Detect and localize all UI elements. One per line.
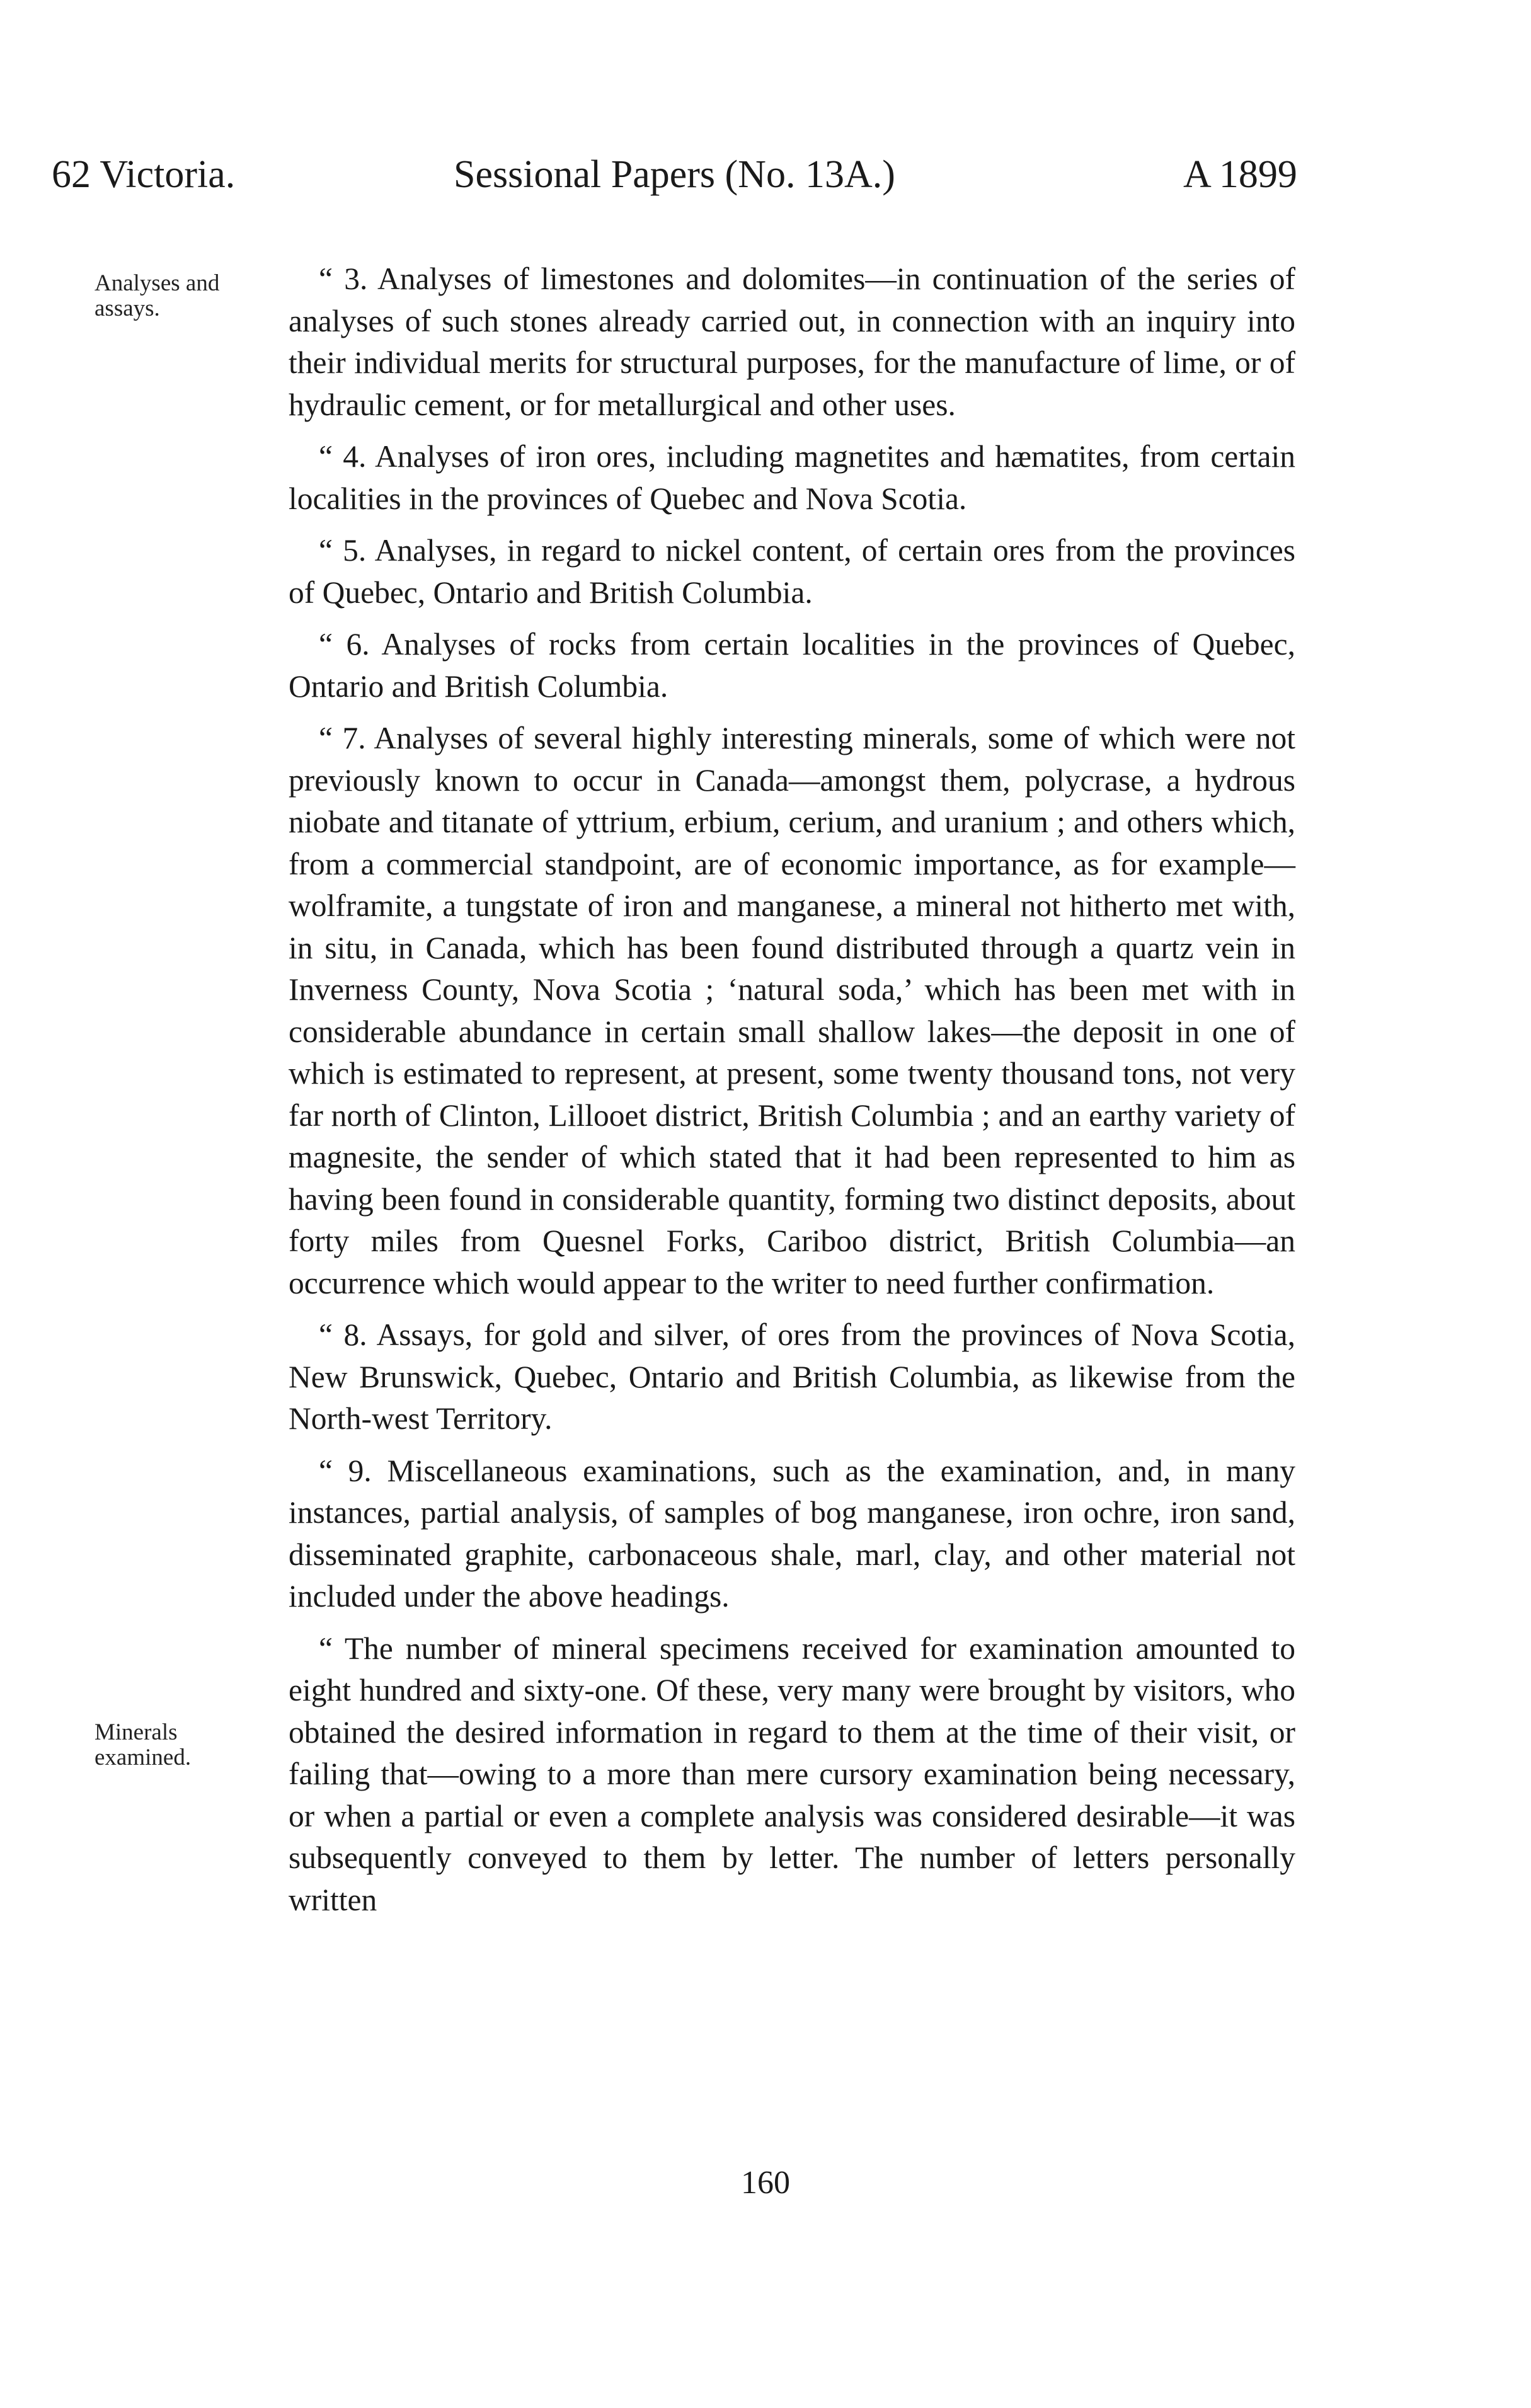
paragraph-minerals-count: “ The number of mineral specimens received for examination amounted to eight hundred and sixty-one. Of these, very many were brought by visitors, who obtained the desired information in regard to them at the time of their visit, or failing that—owing to a more than mere cursory examination being necessary, or when a partial or even a complete analysis was considered desirable—it was subsequently conveyed to them by letter. The number of letters personally written [289, 1631, 1295, 1917]
page-number: 160 [741, 2165, 790, 2201]
margin-note-minerals: Minerals examined. [95, 1719, 192, 1770]
running-head-title: Sessional Papers (No. 13A.) [454, 153, 895, 196]
margin-note-analyses: Analyses and assays. [95, 270, 220, 321]
paragraph-item-7: “ 7. Analyses of several highly interesting minerals, some of which were not previously known to occur in Canada—amongst them, polycrase, a hydrous niobate and titanate of yttrium, erbium, cerium, and uranium ; and others which, from a commercial standpoint, are of economic importance, as for example—wolframite, a tungstate of iron and manganese, a mineral not hitherto met with, in situ, in Canada, which has been found distributed through a quartz vein in Inverness County, Nova Scotia ; ‘natural soda,’ which has been met with in considerable abundance in certain small shallow lakes—the deposit in one of which is estimated to represent, at present, some twenty thousand tons, not very far north of Clinton, Lillooet district, British Columbia ; and an earthy variety of magnesite, the sender of which stated that it had been represented to him as having been found in considerable quantity, forming two distinct deposits, about forty miles from Quesnel Forks, Cariboo district, British Columbia—an occurrence which would appear to the writer to need further confirmation. [289, 721, 1295, 1300]
paragraph-item-9: “ 9. Miscellaneous examinations, such as the examination, and, in many instances, partial analysis, of samples of bog manganese, iron ochre, iron sand, disseminated graphite, carbonaceous shale, marl, clay, and other material not included under the above headings. [289, 1453, 1295, 1614]
running-head-left: 62 Victoria. [52, 153, 236, 196]
running-head-right: A 1899 [1183, 153, 1297, 196]
paragraph-item-5: “ 5. Analyses, in regard to nickel content, of certain ores from the provinces of Quebec, Ontario and British Columbia. [289, 533, 1295, 610]
paragraph-item-8: “ 8. Assays, for gold and silver, of ores from the provinces of Nova Scotia, New Brunswick, Quebec, Ontario and British Columbia, as likewise from the North-west Territory. [289, 1317, 1295, 1436]
body-text [289, 258, 1295, 1931]
running-head [0, 146, 1531, 203]
paragraph-item-3: “ 3. Analyses of limestones and dolomites—in continuation of the series of analyses of such stones already carried out, in connection with an inquiry into their individual merits for structural purposes, for the manufacture of lime, or of hydraulic cement, or for metallurgical and other uses. [289, 261, 1295, 422]
paragraph-item-4: “ 4. Analyses of iron ores, including magnetites and hæmatites, from certain localities in the provinces of Quebec and Nova Scotia. [289, 439, 1295, 516]
paragraph-item-6: “ 6. Analyses of rocks from certain localities in the provinces of Quebec, Ontario and British Columbia. [289, 627, 1295, 704]
